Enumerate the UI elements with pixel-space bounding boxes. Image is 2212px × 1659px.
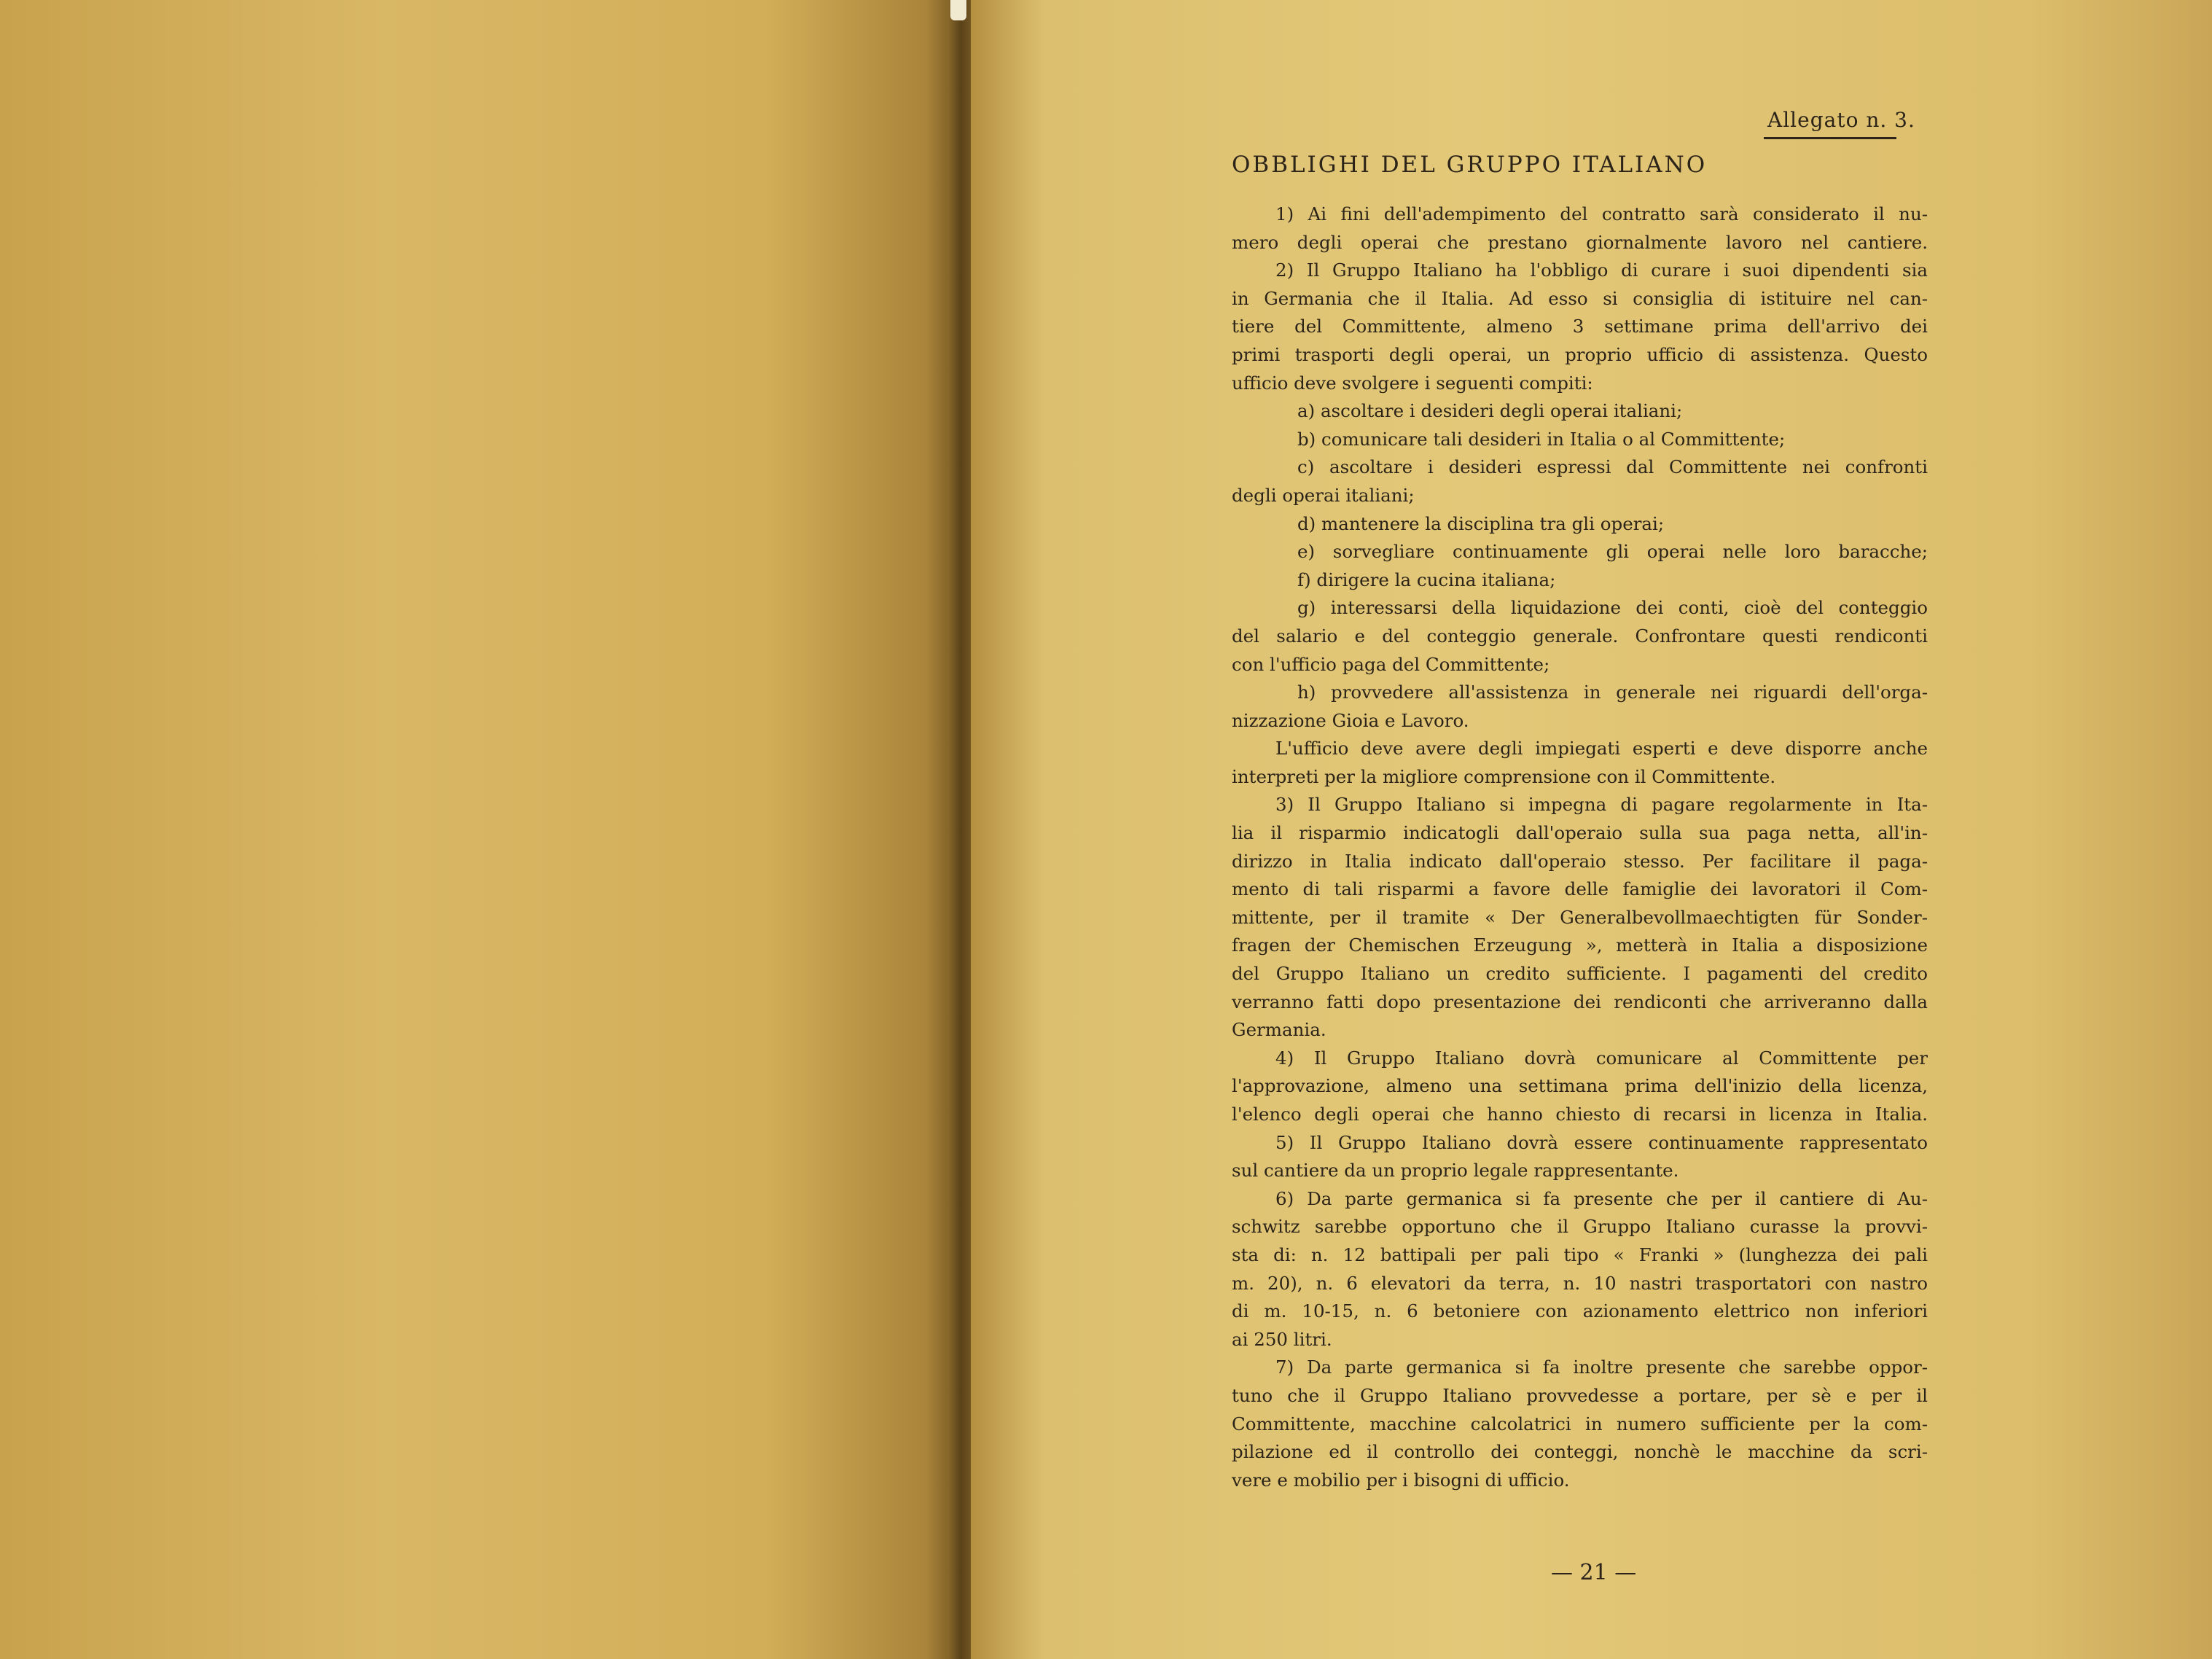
text-line: sta di: n. 12 battipali per pali tipo « Franki » (lunghezza dei pali [1232,1244,1928,1265]
left-page-blank [0,0,955,1659]
text-line: di m. 10-15, n. 6 betoniere con azionamento elettrico non inferiori [1232,1300,1928,1322]
text-line: schwitz sarebbe opportuno che il Gruppo Italiano curasse la provvi- [1232,1216,1928,1238]
text-line: del Gruppo Italiano un credito sufficiente. I pagamenti del credito [1232,963,1928,985]
text-line: 1) Ai fini dell'adempimento del contratto sarà considerato il nu- [1275,203,1928,225]
text-line: L'ufficio deve avere degli impiegati esperti e deve disporre anche [1275,738,1928,760]
text-line: con l'ufficio paga del Committente; [1232,653,1550,675]
text-line: del salario e del conteggio generale. Confrontare questi rendiconti [1232,625,1928,647]
paper-tab [950,0,966,20]
text-line: in Germania che il Italia. Ad esso si consiglia di istituire nel can- [1232,287,1928,309]
text-line: nizzazione Gioia e Lavoro. [1232,709,1469,731]
text-line: 5) Il Gruppo Italiano dovrà essere continuamente rappresentato [1275,1131,1928,1153]
text-line: fragen der Chemischen Erzeugung », metterà in Italia a disposizione [1232,934,1928,956]
document-title: OBBLIGHI DEL GRUPPO ITALIANO [1232,152,1708,178]
text-line: degli operai italiani; [1232,484,1415,506]
text-line: tiere del Committente, almeno 3 settimane prima dell'arrivo dei [1232,316,1928,337]
text-line: 2) Il Gruppo Italiano ha l'obbligo di curare i suoi dipendenti sia [1275,259,1928,281]
text-line: ai 250 litri. [1232,1328,1332,1350]
text-line: b) comunicare tali desideri in Italia o al Committente; [1297,428,1786,450]
text-line: mento di tali risparmi a favore delle famiglie dei lavoratori il Com- [1232,878,1928,900]
text-line: g) interessarsi della liquidazione dei conti, cioè del conteggio [1297,597,1928,619]
text-line: 6) Da parte germanica si fa presente che per il cantiere di Au- [1275,1187,1928,1209]
text-line: vere e mobilio per i bisogni di ufficio. [1232,1469,1570,1491]
text-line: a) ascoltare i desideri degli operai italiani; [1297,400,1683,422]
text-line: c) ascoltare i desideri espressi dal Committente nei confronti [1297,456,1928,478]
text-line: e) sorvegliare continuamente gli operai nelle loro baracche; [1297,541,1928,563]
text-line: 3) Il Gruppo Italiano si impegna di pagare regolarmente in Ita- [1275,794,1928,816]
text-line: l'approvazione, almeno una settimana prima dell'inizio della licenza, [1232,1075,1928,1097]
text-line: mero degli operai che prestano giornalmente lavoro nel cantiere. [1232,231,1928,253]
text-line: tuno che il Gruppo Italiano provvedesse a portare, per sè e per il [1232,1384,1928,1406]
text-line: 4) Il Gruppo Italiano dovrà comunicare al Committente per [1275,1047,1928,1069]
text-line: f) dirigere la cucina italiana; [1297,569,1556,590]
annex-underline [1764,137,1896,139]
text-line: l'elenco degli operai che hanno chiesto di recarsi in licenza in Italia. [1232,1104,1928,1125]
annex-label: Allegato n. 3. [1767,108,1915,132]
text-line: lia il risparmio indicatogli dall'operaio sulla sua paga netta, all'in- [1232,822,1928,844]
text-line: mittente, per il tramite « Der Generalbevollmaechtigten für Sonder- [1232,906,1928,928]
text-line: Committente, macchine calcolatrici in numero sufficiente per la com- [1232,1413,1928,1434]
text-line: interpreti per la migliore comprensione con il Committente. [1232,765,1776,787]
page-number: — 21 — [1551,1560,1637,1585]
text-line: ufficio deve svolgere i seguenti compiti: [1232,372,1593,394]
text-line: sul cantiere da un proprio legale rappresentante. [1232,1160,1679,1182]
text-line: primi trasporti degli operai, un proprio ufficio di assistenza. Questo [1232,343,1928,365]
text-line: Germania. [1232,1019,1326,1041]
text-line: h) provvedere all'assistenza in generale nei riguardi dell'orga- [1297,682,1928,703]
text-line: dirizzo in Italia indicato dall'operaio stesso. Per facilitare il paga- [1232,850,1928,872]
text-line: m. 20), n. 6 elevatori da terra, n. 10 nastri trasportatori con nastro [1232,1272,1928,1294]
text-line: pilazione ed il controllo dei conteggi, nonchè le macchine da scri- [1232,1441,1928,1463]
text-line: verranno fatti dopo presentazione dei rendiconti che arriveranno dalla [1232,991,1928,1012]
text-line: 7) Da parte germanica si fa inoltre presente che sarebbe oppor- [1275,1357,1928,1378]
text-line: d) mantenere la disciplina tra gli operai; [1297,512,1665,534]
document-body [1232,200,1928,1494]
